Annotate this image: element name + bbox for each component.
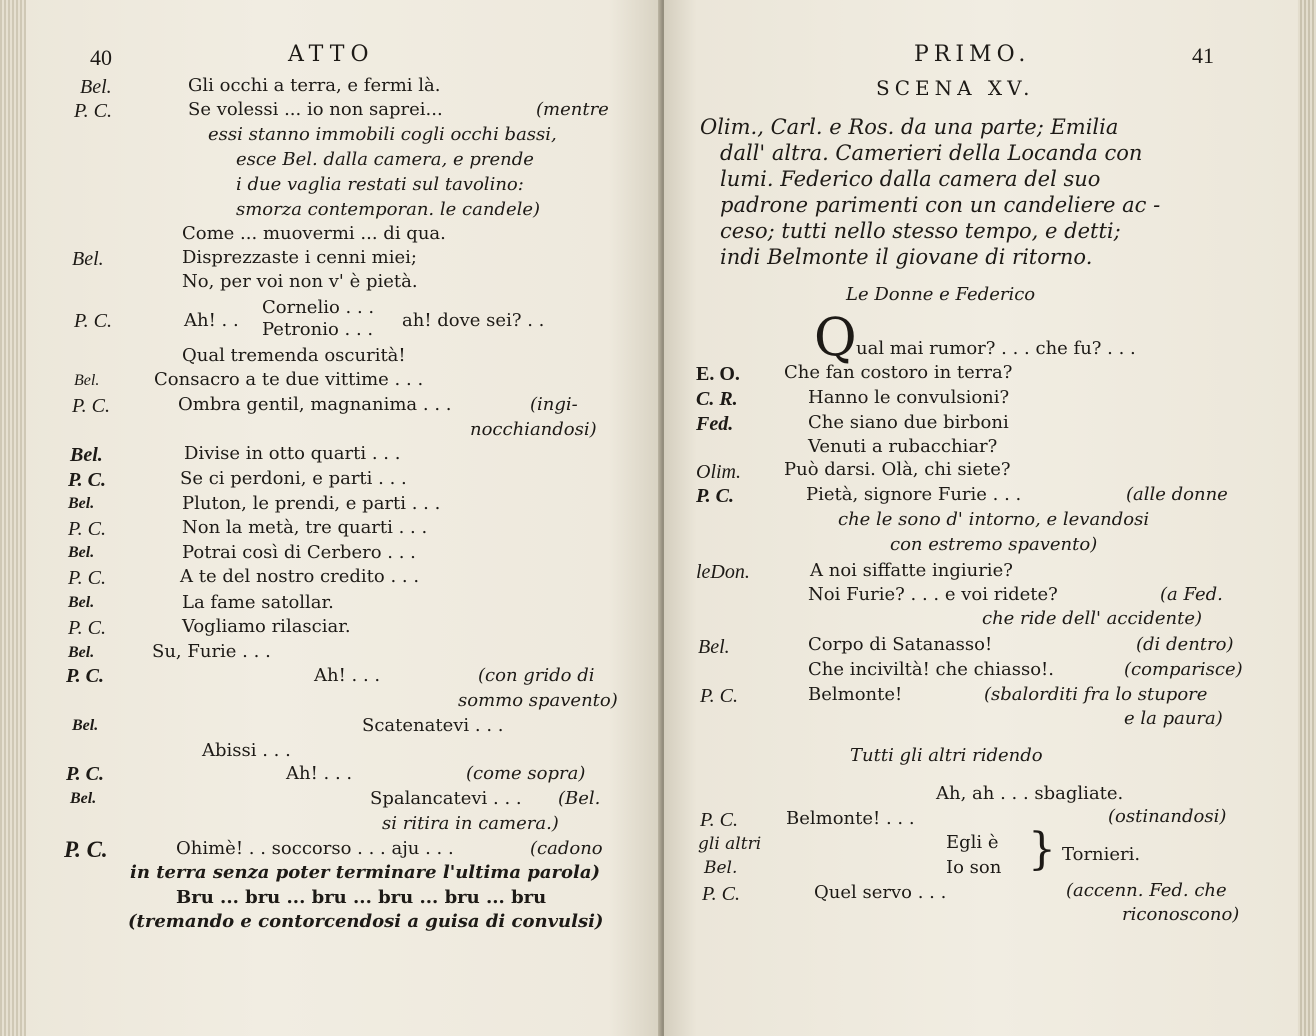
speaker: P. C.: [68, 617, 106, 639]
stage-direction: (Bel.: [558, 788, 601, 809]
stage-direction: lumi. Federico dalla camera del suo: [720, 167, 1101, 191]
verse-line: Belmonte!: [808, 684, 903, 705]
verse-line: Gli occhi a terra, e fermi là.: [188, 75, 441, 96]
stacked-name-bottom: Petronio . . .: [262, 319, 374, 340]
speaker: Bel.: [68, 594, 95, 611]
group-heading: Tutti gli altri ridendo: [850, 745, 1043, 766]
speaker: Bel.: [70, 790, 97, 807]
verse-line: Se volessi ... io non saprei...: [188, 99, 443, 120]
verse-line: Ohimè! . . soccorso . . . aju . . .: [176, 838, 454, 859]
speaker: P. C.: [74, 100, 112, 122]
verse-line: La fame satollar.: [182, 592, 334, 613]
verse-line: Pluton, le prendi, e parti . . .: [182, 493, 441, 514]
stage-direction: (comparisce): [1124, 659, 1243, 680]
verse-line: Qual tremenda oscurità!: [182, 345, 406, 366]
verse-line: Consacro a te due vittime . . .: [154, 369, 424, 390]
speaker: P. C.: [74, 310, 112, 332]
stage-direction: i due vaglia restati sul tavolino:: [236, 174, 524, 195]
stage-direction: padrone parimenti con un candeliere ac -: [720, 193, 1161, 217]
stage-direction: con estremo spavento): [890, 534, 1098, 555]
verse-line: A noi siffatte ingiurie?: [810, 560, 1013, 581]
speaker: P. C.: [696, 485, 734, 507]
speaker: P. C.: [66, 665, 104, 687]
left-page-edge: [0, 0, 26, 1036]
speaker: Olim.: [696, 461, 741, 483]
running-head: ATTO: [288, 42, 375, 67]
stacked-name-top: Cornelio . . .: [262, 297, 375, 318]
page-number: 41: [1192, 43, 1214, 68]
speaker: Bel.: [68, 544, 95, 561]
verse-line: Noi Furie? . . . e voi ridete?: [808, 584, 1058, 605]
running-head: PRIMO.: [914, 42, 1031, 67]
verse-line: ual mai rumor? . . . che fu? . . .: [856, 338, 1136, 359]
speaker: Bel.: [68, 644, 95, 661]
stage-direction: e la paura): [1124, 708, 1223, 729]
verse-line: Venuti a rubacchiar?: [808, 436, 998, 457]
drop-cap: Q: [814, 308, 857, 368]
speaker: leDon.: [696, 561, 750, 583]
verse-line: No, per voi non v' è pietà.: [182, 271, 418, 292]
stage-direction: (tremando e contorcendosi a guisa di convulsi): [128, 911, 604, 932]
stage-direction: essi stanno immobili cogli occhi bassi,: [208, 124, 557, 145]
verse-line: Spalancatevi . . .: [370, 788, 522, 809]
stage-direction: (ingi-: [530, 394, 578, 415]
verse-line-start: Ah! . .: [184, 310, 239, 331]
speaker: P. C.: [64, 837, 108, 862]
stage-direction: (a Fed.: [1160, 584, 1223, 605]
stage-direction: ceso; tutti nello stesso tempo, e detti;: [720, 219, 1121, 243]
verse-line: Pietà, signore Furie . . .: [806, 484, 1022, 505]
speaker: P. C.: [66, 763, 104, 785]
verse-line: Bru ... bru ... bru ... bru ... bru ... bru: [176, 887, 547, 908]
verse-line: Che inciviltà! che chiasso!.: [808, 659, 1055, 680]
stage-direction: che ride dell' accidente): [982, 608, 1202, 629]
speaker: P. C.: [700, 809, 738, 831]
stage-direction: riconoscono): [1122, 904, 1240, 925]
stage-direction: esce Bel. dalla camera, e prende: [236, 149, 534, 170]
stage-direction: in terra senza poter terminare l'ultima parola): [130, 862, 601, 883]
stage-direction: Olim., Carl. e Ros. da una parte; Emilia: [700, 115, 1119, 139]
verse-line: Ah, ah . . . sbagliate.: [936, 783, 1124, 804]
speaker: P. C.: [68, 567, 106, 589]
speaker: Bel.: [70, 444, 103, 466]
speaker: gli altri: [698, 834, 762, 854]
verse-line: Divise in otto quarti . . .: [184, 443, 401, 464]
speaker: Bel.: [72, 248, 104, 270]
stage-direction: smorza contemporan. le candele): [236, 199, 541, 220]
verse-line: Quel servo . . .: [814, 882, 947, 903]
speaker: Bel.: [698, 636, 730, 658]
speaker: P. C.: [68, 518, 106, 540]
verse-line: Può darsi. Olà, chi siete?: [784, 459, 1011, 480]
verse-line: Ah! . . .: [286, 763, 353, 784]
stage-direction: (mentre: [536, 99, 609, 120]
stage-direction: sommo spavento): [458, 690, 618, 711]
verse-line: Come ... muovermi ... di qua.: [182, 223, 446, 244]
curly-brace-glyph: }: [1028, 824, 1056, 875]
speaker: Bel.: [74, 372, 100, 389]
stage-direction: indi Belmonte il giovane di ritorno.: [720, 245, 1093, 269]
speaker: P. C.: [702, 883, 740, 905]
right-page-edge: [1298, 0, 1316, 1036]
verse-line: Ah! . . .: [314, 665, 381, 686]
verse-line: A te del nostro credito . . .: [180, 566, 420, 587]
verse-line: Che siano due birboni: [808, 412, 1009, 433]
verse-line: Che fan costoro in terra?: [784, 362, 1013, 383]
verse-line: Egli è: [946, 832, 999, 853]
verse-line: Non la metà, tre quarti . . .: [182, 517, 428, 538]
stage-direction: (con grido di: [478, 665, 595, 686]
verse-line: Se ci perdoni, e parti . . .: [180, 468, 407, 489]
verse-line: Abissi . . .: [202, 740, 291, 761]
group-heading: Le Donne e Federico: [846, 284, 1036, 305]
speaker: Bel.: [72, 717, 99, 734]
stage-direction: (sbalorditi fra lo stupore: [984, 684, 1208, 705]
verse-line-end: ah! dove sei? . .: [402, 310, 545, 331]
stage-direction: (di dentro): [1136, 634, 1234, 655]
verse-line: Potrai così di Cerbero . . .: [182, 542, 416, 563]
stage-direction: dall' altra. Camerieri della Locanda con: [720, 141, 1143, 165]
stage-direction: (cadono: [530, 838, 603, 859]
verse-line: Disprezzaste i cenni miei;: [182, 247, 417, 268]
speaker: Bel.: [704, 858, 738, 878]
stage-direction: (accenn. Fed. che: [1066, 880, 1227, 901]
right-page: [664, 0, 1316, 1036]
page-number: 40: [90, 45, 112, 70]
verse-line: Scatenatevi . . .: [362, 715, 504, 736]
verse-line: Su, Furie . . .: [152, 641, 271, 662]
speaker: P. C.: [68, 469, 106, 491]
verse-line: Hanno le convulsioni?: [808, 387, 1010, 408]
verse-line: Ombra gentil, magnanima . . .: [178, 394, 452, 415]
scene-title: SCENA XV.: [876, 76, 1035, 100]
speaker: Bel.: [68, 495, 95, 512]
speaker: Fed.: [696, 413, 734, 435]
stage-direction: che le sono d' intorno, e levandosi: [838, 509, 1150, 530]
speaker: C. R.: [696, 388, 738, 410]
verse-line: Corpo di Satanasso!: [808, 634, 993, 655]
verse-line: Tornieri.: [1062, 844, 1141, 865]
stage-direction: si ritira in camera.): [382, 813, 559, 834]
speaker: P. C.: [700, 685, 738, 707]
verse-line: Io son: [946, 857, 1002, 878]
verse-line: Vogliamo rilasciar.: [182, 616, 351, 637]
stage-direction: (alle donne: [1126, 484, 1228, 505]
speaker: P. C.: [72, 395, 110, 417]
stage-direction: nocchiandosi): [470, 419, 597, 440]
verse-line: Belmonte! . . .: [786, 808, 915, 829]
speaker: E. O.: [696, 363, 740, 385]
stage-direction: (come sopra): [466, 763, 586, 784]
speaker: Bel.: [80, 76, 112, 98]
stage-direction: (ostinandosi): [1108, 806, 1227, 827]
